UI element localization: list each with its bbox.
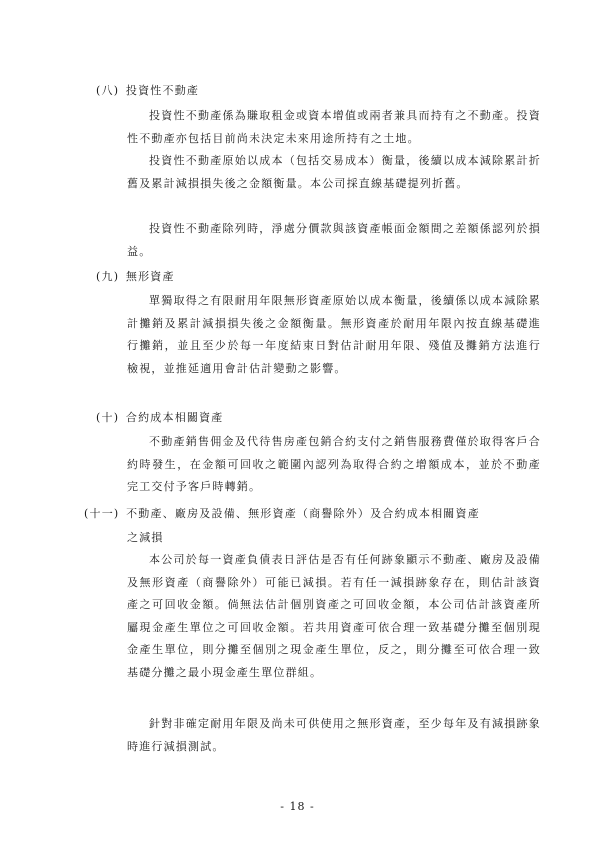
section-heading-8 [96,82,199,98]
paragraph: 投資性不動產原始以成本（包括交易成本）衡量，後續以成本減除累計折舊及累計減損損失後之金額衡量。本公司採直線基礎提列折舊。 [127,154,541,190]
section-title: 無形資產 [125,270,175,283]
paragraph: 本公司於每一資產負債表日評估是否有任何跡象顯示不動產、廠房及設備及無形資產（商譽除外）可能已減損。若有任一減損跡象存在，則估計該資產之可回收金額。倘無法估計個別資產之可回收金額，本公司估計該資產所屬現金產生單位之可回收金額。若共用資產可依合理一致基礎分攤至個別現金產生單位，則分攤至個別之現金產生單位，反之，則分攤至可依合理一致基礎分攤之最小現金產生單位群組。 [127,553,541,679]
section-title: 合約成本相關資產 [125,411,224,424]
paragraph: 單獨取得之有限耐用年限無形資產原始以成本衡量，後續係以成本減除累計攤銷及累計減損損失後之金額衡量。無形資產於耐用年限內按直線基礎進行攤銷，並且至少於每一年度結束日對估計耐用年限、殘值及攤銷方法進行檢視，並推延適用會計估計變動之影響。 [127,294,541,375]
section-number: (十一) [84,507,120,520]
section-heading-9 [96,268,175,284]
section-number: (十) [96,411,120,424]
section-heading-11 [84,505,480,521]
section-number: (八) [96,84,120,97]
paragraph: 投資性不動產係為賺取租金或資本增值或兩者兼具而持有之不動產。投資性不動產亦包括目前尚未決定未來用途所持有之土地。 [127,109,541,145]
paragraph: 針對非確定耐用年限及尚未可供使用之無形資產，至少每年及有減損跡象時進行減損測試。 [127,717,541,753]
section-title: 不動產、廠房及設備、無形資產（商譽除外）及合約成本相關資產 [126,507,480,520]
paragraph: 投資性不動產除列時，淨處分價款與該資產帳面金額間之差額係認列於損益。 [127,222,541,258]
section-title: 投資性不動產 [125,84,200,97]
page-number: - 18 - [280,800,315,813]
paragraph: 不動產銷售佣金及代待售房產包銷合約支付之銷售服務費僅於取得客戶合約時發生，在金額可回收之範圍內認列為取得合約之增額成本，並於不動產完工交付予客戶時轉銷。 [127,435,541,493]
section-number: (九) [96,270,120,283]
section-heading-10 [96,409,224,425]
section-title-continued: 之減損 [127,531,164,544]
